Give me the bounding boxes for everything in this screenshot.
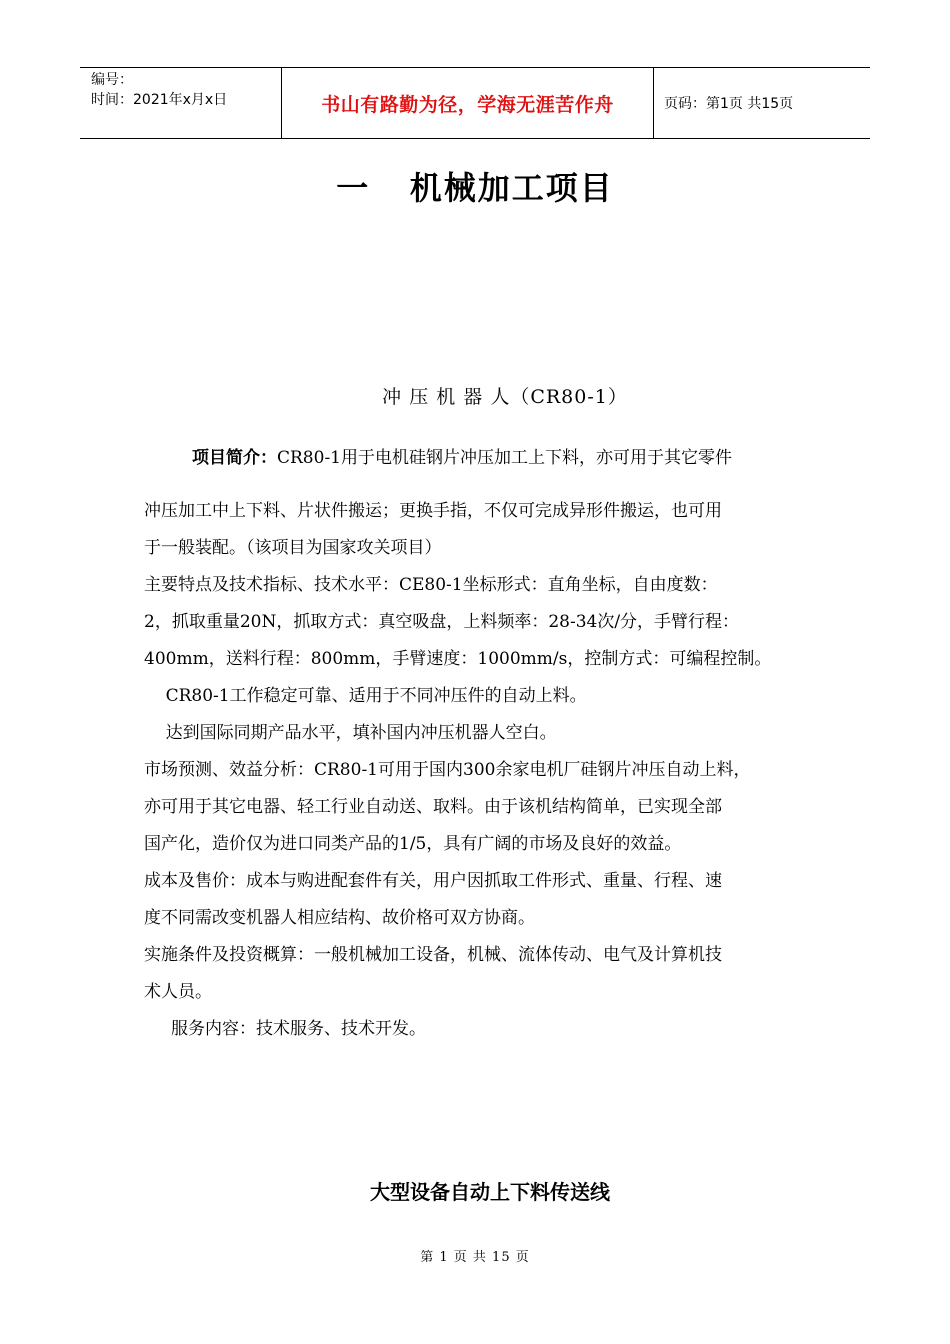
date-label: 时间：2021年x月x日	[91, 92, 228, 108]
features-line: CR80-1工作稳定可靠、适用于不同冲压件的自动上料。	[144, 686, 587, 706]
intro-text: CR80-1用于电机硅钢片冲压加工上下料，亦可用于其它零件	[277, 448, 732, 468]
page-footer: 第 1 页 共 15 页	[420, 1250, 530, 1265]
header-motto: 书山有路勤为径，学海无涯苦作舟	[281, 68, 654, 138]
features-line: 2，抓取重量20N，抓取方式：真空吸盘，上料频率：28-34次/分，手臂行程：	[144, 612, 740, 632]
number-label: 编号：	[91, 72, 133, 88]
section-subtitle: 冲 压 机 器 人（CR80-1）	[382, 386, 628, 408]
cost-line: 成本及售价：成本与购进配套件有关，用户因抓取工件形式、重量、行程、速	[144, 871, 722, 891]
features-line: 400mm，送料行程：800mm，手臂速度：1000mm/s，控制方式：可编程控制。	[144, 649, 772, 669]
document-body	[144, 440, 824, 1048]
intro-label: 项目简介：	[192, 448, 277, 468]
section-heading: 大型设备自动上下料传送线	[370, 1180, 610, 1204]
market-line: 市场预测、效益分析：CR80-1可用于国内300余家电机厂硅钢片冲压自动上料，	[144, 760, 751, 780]
intro-line	[144, 440, 824, 477]
intro-line: 于一般装配。（该项目为国家攻关项目）	[144, 538, 442, 558]
cost-line: 度不同需改变机器人相应结构、故价格可双方协商。	[144, 908, 535, 928]
page-header	[80, 67, 870, 139]
market-line: 亦可用于其它电器、轻工行业自动送、取料。由于该机结构简单，已实现全部	[144, 797, 722, 817]
features-line: 达到国际同期产品水平，填补国内冲压机器人空白。	[144, 723, 557, 743]
intro-line: 冲压加工中上下料、片状件搬运；更换手指，不仅可完成异形件搬运，也可用	[144, 501, 722, 521]
implementation-line: 术人员。	[144, 982, 212, 1002]
header-page-info: 页码：第1页 共15页	[664, 96, 794, 112]
implementation-line: 实施条件及投资概算：一般机械加工设备，机械、流体传动、电气及计算机技	[144, 945, 722, 965]
header-meta	[80, 68, 281, 138]
market-line: 国产化，造价仅为进口同类产品的1/5，具有广阔的市场及良好的效益。	[144, 834, 682, 854]
page-title: 一 机械加工项目	[336, 169, 614, 207]
service-line: 服务内容：技术服务、技术开发。	[144, 1019, 427, 1039]
features-line: 主要特点及技术指标、技术水平：CE80-1坐标形式：直角坐标，自由度数：	[144, 575, 718, 595]
